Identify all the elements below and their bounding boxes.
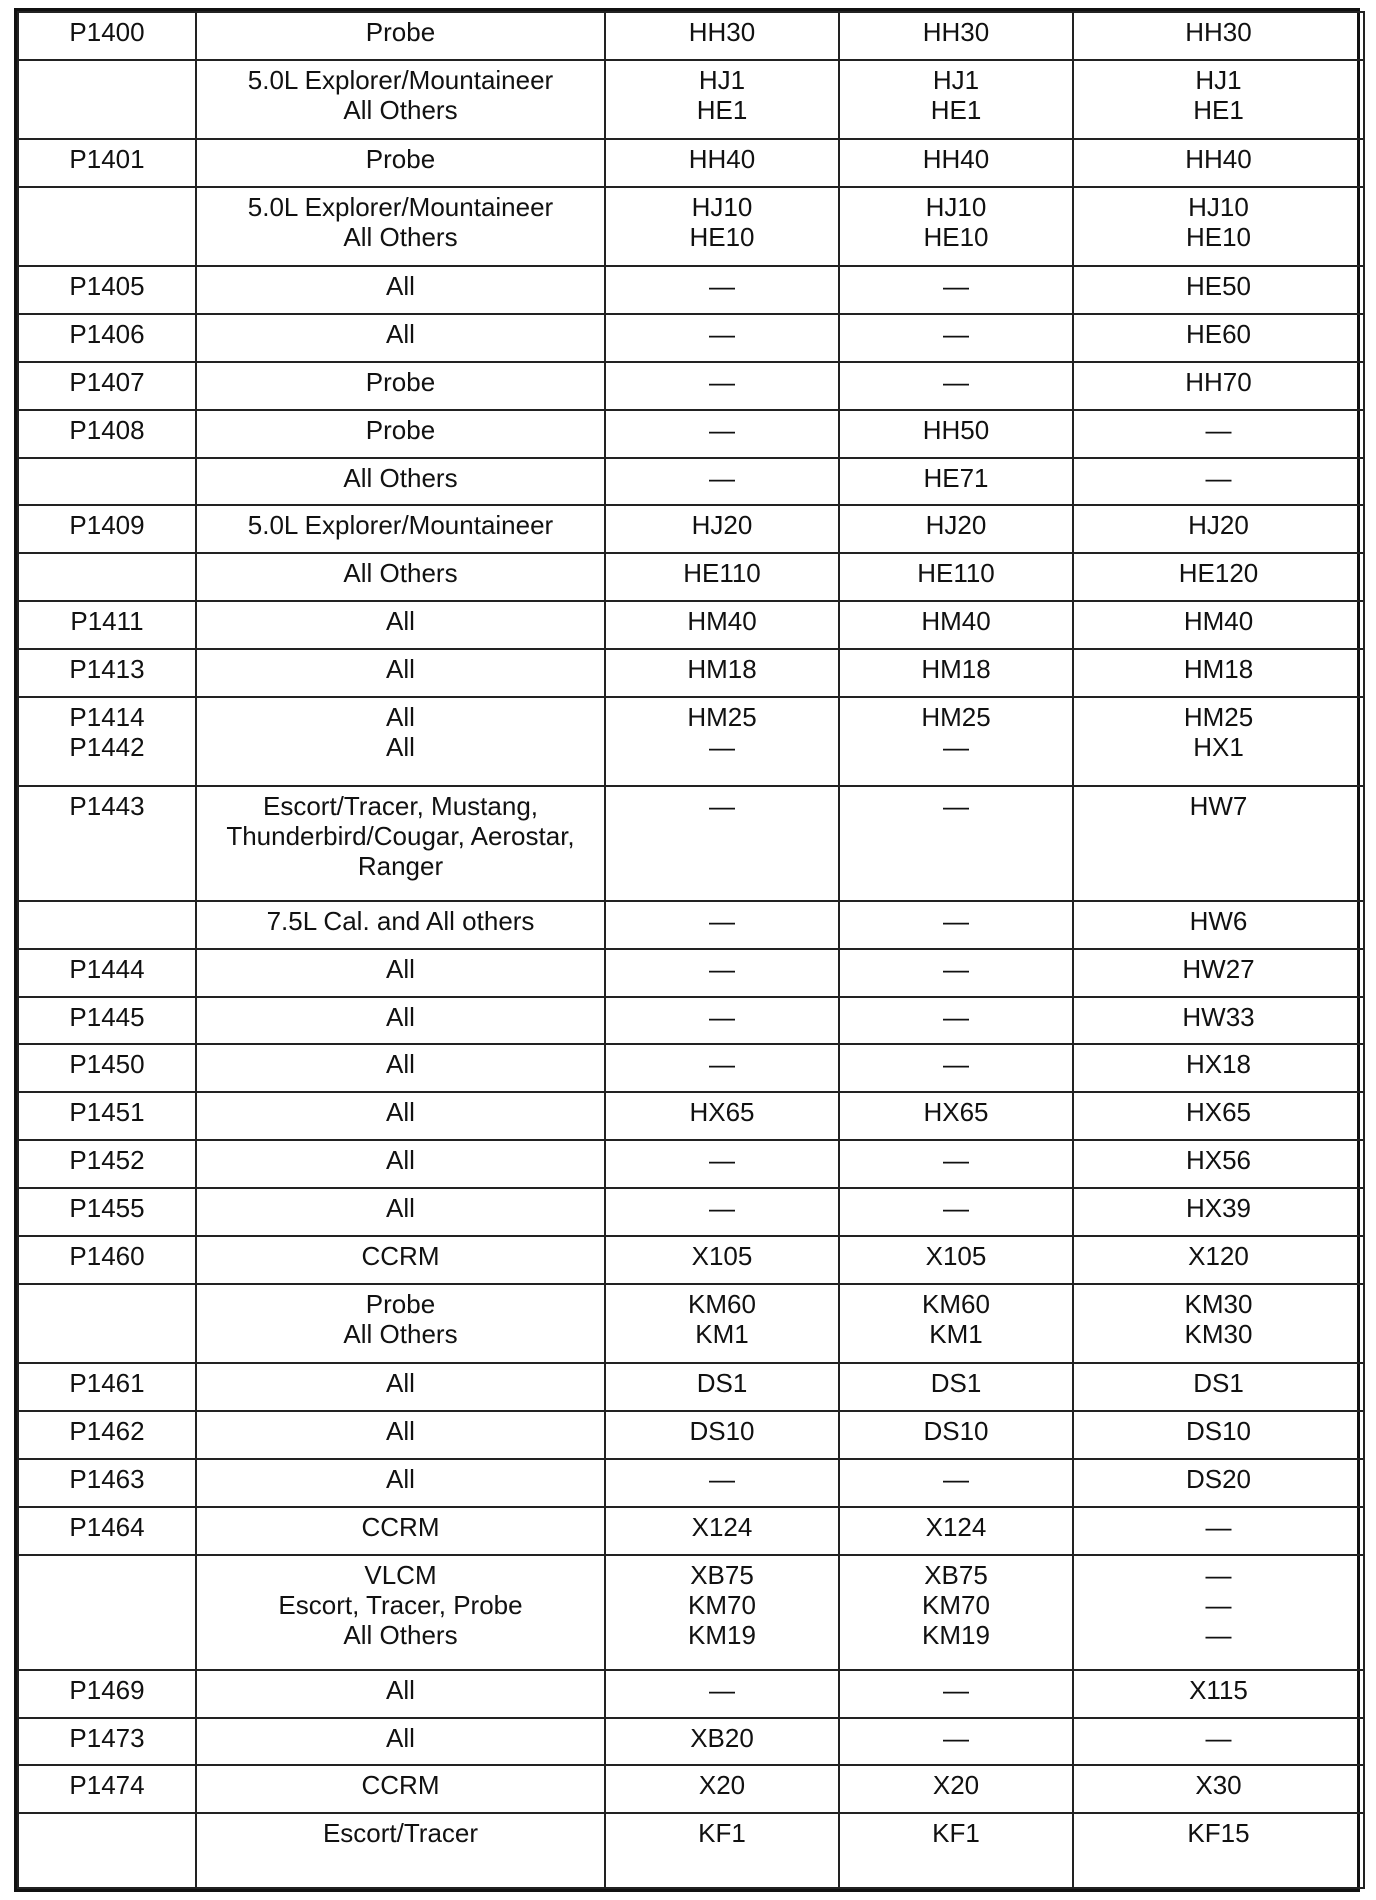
table-row (18, 1765, 1364, 1813)
vehicle-cell: All (196, 1411, 605, 1459)
code-cell: P1445 (18, 997, 196, 1045)
table-row (18, 1459, 1364, 1507)
value-cell-b: HJ1 HE1 (839, 60, 1073, 139)
table-row (18, 410, 1364, 458)
value-cell-b: HH50 (839, 410, 1073, 458)
code-cell: P1464 (18, 1507, 196, 1555)
table-row (18, 697, 1364, 786)
value-cell-a: — (605, 997, 839, 1045)
code-cell: P1452 (18, 1140, 196, 1188)
vehicle-cell: Probe (196, 362, 605, 410)
table-row (18, 1044, 1364, 1092)
vehicle-cell: 7.5L Cal. and All others (196, 901, 605, 949)
value-cell-c: HM25 HX1 (1073, 697, 1364, 786)
table-row (18, 1507, 1364, 1555)
vehicle-cell: 5.0L Explorer/Mountaineer (196, 505, 605, 553)
code-cell: P1443 (18, 786, 196, 901)
value-cell-b: — (839, 1459, 1073, 1507)
vehicle-cell: VLCM Escort, Tracer, Probe All Others (196, 1555, 605, 1670)
vehicle-cell: All (196, 1363, 605, 1411)
table-row (18, 1555, 1364, 1670)
value-cell-a: — (605, 949, 839, 997)
value-cell-b: X105 (839, 1236, 1073, 1284)
value-cell-b: DS1 (839, 1363, 1073, 1411)
table-row (18, 1411, 1364, 1459)
code-cell: P1405 (18, 266, 196, 314)
value-cell-a: HH40 (605, 139, 839, 187)
code-cell: P1414 P1442 (18, 697, 196, 786)
value-cell-b: HE71 (839, 458, 1073, 506)
value-cell-c: X120 (1073, 1236, 1364, 1284)
vehicle-cell: All (196, 1718, 605, 1766)
code-cell: P1460 (18, 1236, 196, 1284)
code-cell: P1463 (18, 1459, 196, 1507)
value-cell-a: HX65 (605, 1092, 839, 1140)
vehicle-cell: All All (196, 697, 605, 786)
value-cell-c: HW7 (1073, 786, 1364, 901)
table-row (18, 362, 1364, 410)
vehicle-cell: All (196, 1670, 605, 1718)
value-cell-b: — (839, 362, 1073, 410)
value-cell-b: — (839, 314, 1073, 362)
code-cell: P1455 (18, 1188, 196, 1236)
table-row (18, 1140, 1364, 1188)
value-cell-c: HX56 (1073, 1140, 1364, 1188)
value-cell-b: HE110 (839, 553, 1073, 601)
value-cell-a: — (605, 1670, 839, 1718)
value-cell-b: — (839, 1140, 1073, 1188)
value-cell-a: — (605, 1459, 839, 1507)
value-cell-b: — (839, 266, 1073, 314)
vehicle-cell: All (196, 997, 605, 1045)
vehicle-cell: CCRM (196, 1236, 605, 1284)
value-cell-b: HM40 (839, 601, 1073, 649)
value-cell-a: DS10 (605, 1411, 839, 1459)
code-cell (18, 60, 196, 139)
table-row (18, 139, 1364, 187)
value-cell-b: — (839, 1718, 1073, 1766)
vehicle-cell: All Others (196, 458, 605, 506)
value-cell-a: — (605, 1044, 839, 1092)
value-cell-a: XB75 KM70 KM19 (605, 1555, 839, 1670)
value-cell-a: — (605, 1188, 839, 1236)
value-cell-b: — (839, 949, 1073, 997)
value-cell-a: — (605, 410, 839, 458)
vehicle-cell: CCRM (196, 1765, 605, 1813)
code-cell: P1407 (18, 362, 196, 410)
table-row (18, 1813, 1364, 1888)
code-cell: P1462 (18, 1411, 196, 1459)
value-cell-b: — (839, 786, 1073, 901)
table-row (18, 649, 1364, 697)
value-cell-c: HH30 (1073, 12, 1364, 60)
value-cell-a: DS1 (605, 1363, 839, 1411)
code-cell: P1469 (18, 1670, 196, 1718)
table-row (18, 1092, 1364, 1140)
value-cell-a: X20 (605, 1765, 839, 1813)
value-cell-c: HW27 (1073, 949, 1364, 997)
value-cell-a: X105 (605, 1236, 839, 1284)
value-cell-a: HE110 (605, 553, 839, 601)
value-cell-b: — (839, 1188, 1073, 1236)
value-cell-c: HH70 (1073, 362, 1364, 410)
value-cell-c: HW6 (1073, 901, 1364, 949)
value-cell-a: HH30 (605, 12, 839, 60)
value-cell-b: DS10 (839, 1411, 1073, 1459)
code-cell: P1473 (18, 1718, 196, 1766)
value-cell-b: — (839, 901, 1073, 949)
value-cell-c: — (1073, 1718, 1364, 1766)
code-cell: P1474 (18, 1765, 196, 1813)
vehicle-cell: All (196, 1459, 605, 1507)
vehicle-cell: All Others (196, 553, 605, 601)
value-cell-c: — — — (1073, 1555, 1364, 1670)
value-cell-c: HJ20 (1073, 505, 1364, 553)
vehicle-cell: All (196, 949, 605, 997)
value-cell-a: HM40 (605, 601, 839, 649)
vehicle-cell: CCRM (196, 1507, 605, 1555)
value-cell-b: — (839, 1670, 1073, 1718)
code-cell: P1406 (18, 314, 196, 362)
code-cell (18, 458, 196, 506)
code-cell: P1450 (18, 1044, 196, 1092)
vehicle-cell: All (196, 649, 605, 697)
value-cell-c: HE60 (1073, 314, 1364, 362)
diagnostic-code-table (17, 11, 1365, 1889)
table-row (18, 1284, 1364, 1363)
value-cell-a: HJ1 HE1 (605, 60, 839, 139)
value-cell-c: HX39 (1073, 1188, 1364, 1236)
code-cell: P1451 (18, 1092, 196, 1140)
value-cell-c: — (1073, 458, 1364, 506)
code-cell (18, 1555, 196, 1670)
value-cell-c: HJ1 HE1 (1073, 60, 1364, 139)
code-cell: P1408 (18, 410, 196, 458)
value-cell-b: HM25 — (839, 697, 1073, 786)
table-row (18, 12, 1364, 60)
table-row (18, 997, 1364, 1045)
table-row (18, 1670, 1364, 1718)
value-cell-a: KF1 (605, 1813, 839, 1888)
vehicle-cell: 5.0L Explorer/Mountaineer All Others (196, 187, 605, 266)
value-cell-c: HE120 (1073, 553, 1364, 601)
value-cell-c: HM18 (1073, 649, 1364, 697)
value-cell-c: — (1073, 1507, 1364, 1555)
code-cell: P1444 (18, 949, 196, 997)
vehicle-cell: Probe (196, 410, 605, 458)
table-row (18, 901, 1364, 949)
code-cell (18, 187, 196, 266)
value-cell-b: X124 (839, 1507, 1073, 1555)
code-cell: P1411 (18, 601, 196, 649)
value-cell-c: HE50 (1073, 266, 1364, 314)
value-cell-c: HH40 (1073, 139, 1364, 187)
table-row (18, 786, 1364, 901)
vehicle-cell: All (196, 266, 605, 314)
code-cell: P1413 (18, 649, 196, 697)
value-cell-c: X30 (1073, 1765, 1364, 1813)
vehicle-cell: All (196, 314, 605, 362)
code-cell (18, 553, 196, 601)
diagnostic-code-table-page (14, 8, 1360, 1892)
value-cell-b: KM60 KM1 (839, 1284, 1073, 1363)
table-row (18, 187, 1364, 266)
value-cell-b: HM18 (839, 649, 1073, 697)
value-cell-a: HJ10 HE10 (605, 187, 839, 266)
value-cell-a: HJ20 (605, 505, 839, 553)
vehicle-cell: Probe (196, 139, 605, 187)
value-cell-c: DS20 (1073, 1459, 1364, 1507)
value-cell-c: HJ10 HE10 (1073, 187, 1364, 266)
vehicle-cell: Escort/Tracer, Mustang, Thunderbird/Cougar, Aerostar, Ranger (196, 786, 605, 901)
value-cell-b: — (839, 1044, 1073, 1092)
value-cell-c: HX65 (1073, 1092, 1364, 1140)
value-cell-a: KM60 KM1 (605, 1284, 839, 1363)
vehicle-cell: All (196, 1092, 605, 1140)
code-cell: P1400 (18, 12, 196, 60)
value-cell-b: XB75 KM70 KM19 (839, 1555, 1073, 1670)
vehicle-cell: All (196, 1188, 605, 1236)
table-row (18, 505, 1364, 553)
table-row (18, 60, 1364, 139)
value-cell-a: — (605, 314, 839, 362)
value-cell-c: DS1 (1073, 1363, 1364, 1411)
value-cell-c: KF15 (1073, 1813, 1364, 1888)
value-cell-c: HX18 (1073, 1044, 1364, 1092)
vehicle-cell: Escort/Tracer (196, 1813, 605, 1888)
value-cell-b: HH30 (839, 12, 1073, 60)
value-cell-c: KM30 KM30 (1073, 1284, 1364, 1363)
value-cell-a: — (605, 266, 839, 314)
value-cell-b: HX65 (839, 1092, 1073, 1140)
value-cell-c: X115 (1073, 1670, 1364, 1718)
vehicle-cell: All (196, 1044, 605, 1092)
code-cell (18, 1813, 196, 1888)
code-cell (18, 1284, 196, 1363)
value-cell-b: HJ20 (839, 505, 1073, 553)
vehicle-cell: 5.0L Explorer/Mountaineer All Others (196, 60, 605, 139)
vehicle-cell: Probe (196, 12, 605, 60)
value-cell-a: — (605, 362, 839, 410)
value-cell-a: — (605, 786, 839, 901)
table-row (18, 1718, 1364, 1766)
value-cell-a: X124 (605, 1507, 839, 1555)
table-row (18, 1363, 1364, 1411)
value-cell-a: XB20 (605, 1718, 839, 1766)
value-cell-c: — (1073, 410, 1364, 458)
value-cell-a: HM25 — (605, 697, 839, 786)
table-row (18, 1188, 1364, 1236)
vehicle-cell: Probe All Others (196, 1284, 605, 1363)
value-cell-b: HJ10 HE10 (839, 187, 1073, 266)
value-cell-c: HW33 (1073, 997, 1364, 1045)
value-cell-a: — (605, 1140, 839, 1188)
value-cell-b: — (839, 997, 1073, 1045)
table-row (18, 1236, 1364, 1284)
table-row (18, 553, 1364, 601)
code-cell: P1461 (18, 1363, 196, 1411)
table-row (18, 601, 1364, 649)
value-cell-b: X20 (839, 1765, 1073, 1813)
code-cell: P1401 (18, 139, 196, 187)
vehicle-cell: All (196, 601, 605, 649)
value-cell-b: KF1 (839, 1813, 1073, 1888)
vehicle-cell: All (196, 1140, 605, 1188)
value-cell-c: HM40 (1073, 601, 1364, 649)
table-row (18, 266, 1364, 314)
value-cell-c: DS10 (1073, 1411, 1364, 1459)
code-cell (18, 901, 196, 949)
value-cell-a: HM18 (605, 649, 839, 697)
value-cell-b: HH40 (839, 139, 1073, 187)
table-row (18, 949, 1364, 997)
code-cell: P1409 (18, 505, 196, 553)
table-row (18, 458, 1364, 506)
table-row (18, 314, 1364, 362)
value-cell-a: — (605, 901, 839, 949)
value-cell-a: — (605, 458, 839, 506)
